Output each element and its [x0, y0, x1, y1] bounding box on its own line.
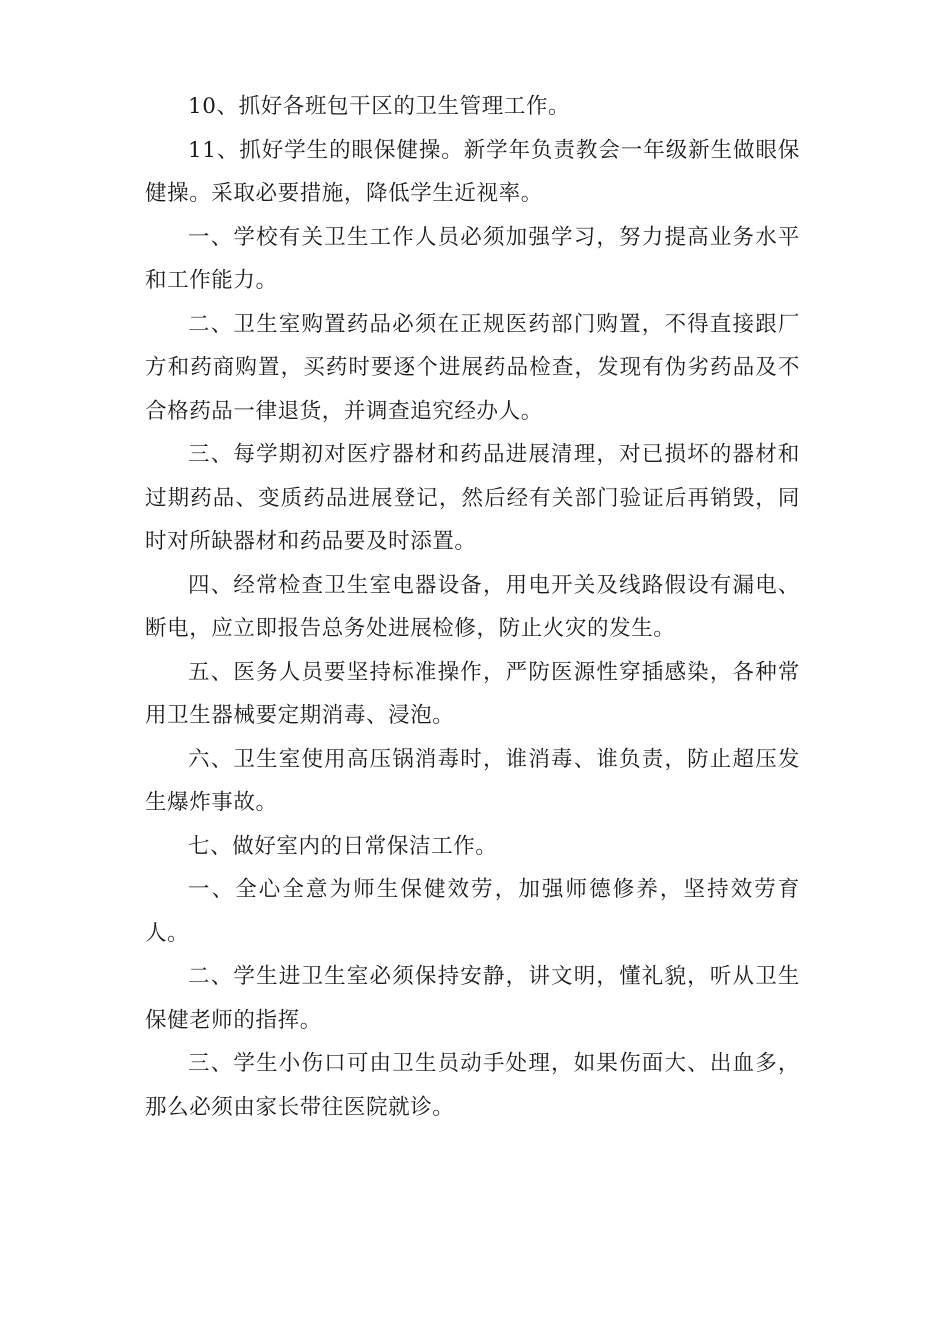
paragraph-rule-2: 二、卫生室购置药品必须在正规医药部门购置，不得直接跟厂方和药商购置，买药时要逐个进展药品检查，发现有伪劣药品及不合格药品一律退货，并调查追究经办人。 — [145, 311, 800, 424]
paragraph-rule-1: 一、学校有关卫生工作人员必须加强学习，努力提高业务水平和工作能力。 — [145, 224, 800, 293]
paragraph-rule-6: 六、卫生室使用高压锅消毒时，谁消毒、谁负责，防止超压发生爆炸事故。 — [145, 746, 800, 815]
paragraph-rule-5: 五、医务人员要坚持标准操作，严防医源性穿插感染，各种常用卫生器械要定期消毒、浸泡。 — [145, 659, 800, 728]
paragraph-rule-3: 三、每学期初对医疗器材和药品进展清理，对已损坏的器材和过期药品、变质药品进展登记，然后经有关部门验证后再销毁，同时对所缺器材和药品要及时添置。 — [145, 442, 800, 554]
paragraph-rule-4: 四、经常检查卫生室电器设备，用电开关及线路假设有漏电、断电，应立即报告总务处进展检修，防止火灾的发生。 — [145, 572, 800, 641]
paragraph-service-3: 三、学生小伤口可由卫生员动手处理，如果伤面大、出血多，那么必须由家长带往医院就诊。 — [145, 1051, 800, 1120]
document-body — [145, 85, 800, 1129]
paragraph-rule-7: 七、做好室内的日常保洁工作。 — [188, 833, 498, 859]
paragraph-item-10: 10、抓好各班包干区的卫生管理工作。 — [188, 94, 571, 119]
paragraph-service-1: 一、全心全意为师生保健效劳，加强师德修养，坚持效劳育人。 — [145, 877, 800, 946]
paragraph-service-2: 二、学生进卫生室必须保持安静，讲文明，懂礼貌，听从卫生保健老师的指挥。 — [145, 964, 800, 1033]
paragraph-item-11: 11、抓好学生的眼保健操。新学年负责教会一年级新生做眼保健操。采取必要措施，降低学生近视率。 — [145, 137, 800, 206]
